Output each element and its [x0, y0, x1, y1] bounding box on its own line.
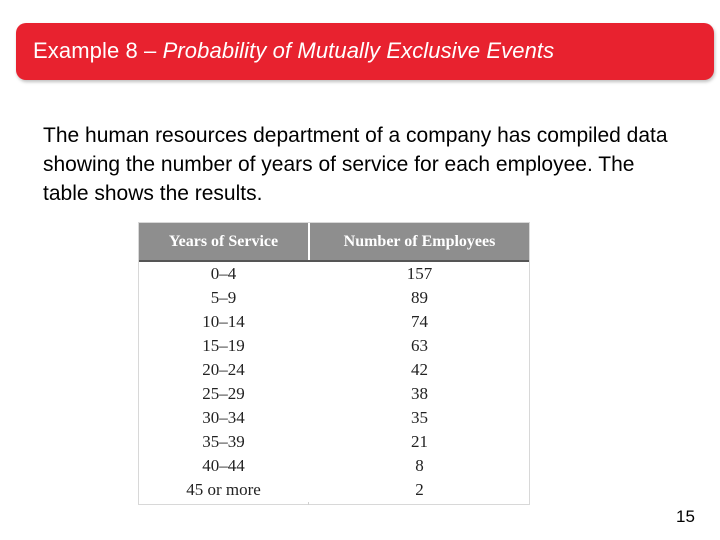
slide-body-text: The human resources department of a company has compiled data showing the number of years of service for each employee. The table shows the results.: [43, 124, 668, 205]
cell-years: 25–29: [202, 384, 245, 403]
cell-years: 15–19: [202, 336, 245, 355]
table-row: [139, 358, 529, 382]
page-number: 15: [676, 507, 695, 526]
data-table: [138, 222, 530, 505]
table-body: [139, 262, 529, 502]
cell-years: 20–24: [202, 360, 245, 379]
cell-employees: 74: [308, 310, 529, 334]
table-row: [139, 454, 529, 478]
cell-employees: 21: [308, 430, 529, 454]
header-number-of-employees: Number of Employees: [308, 223, 529, 260]
table-row: [139, 262, 529, 286]
cell-years: 0–4: [210, 264, 237, 283]
cell-years: 40–44: [202, 456, 245, 475]
cell-years: 5–9: [210, 288, 237, 307]
cell-employees: 35: [308, 406, 529, 430]
cell-employees: 38: [308, 382, 529, 406]
cell-employees: 89: [308, 286, 529, 310]
cell-employees: 8: [308, 454, 529, 478]
header-years-of-service: Years of Service: [168, 232, 279, 250]
table-row: [139, 382, 529, 406]
cell-employees: 63: [308, 334, 529, 358]
cell-employees: 42: [308, 358, 529, 382]
cell-years: 45 or more: [186, 480, 261, 499]
cell-employees: 157: [308, 262, 529, 286]
table-row: [139, 310, 529, 334]
table-row: [139, 334, 529, 358]
table-row: [139, 286, 529, 310]
cell-years: 30–34: [202, 408, 245, 427]
cell-employees: 2: [308, 478, 529, 502]
table-row: [139, 430, 529, 454]
slide-title-subtitle: Probability of Mutually Exclusive Events: [162, 38, 555, 63]
slide-title-main: Example 8 –: [33, 38, 163, 63]
slide-title: [33, 38, 554, 64]
cell-years: 35–39: [202, 432, 245, 451]
table-row: [139, 478, 529, 502]
table-row: [139, 406, 529, 430]
slide-title-bar: [16, 23, 714, 80]
cell-years: 10–14: [202, 312, 245, 331]
table-header-row: [139, 223, 529, 262]
